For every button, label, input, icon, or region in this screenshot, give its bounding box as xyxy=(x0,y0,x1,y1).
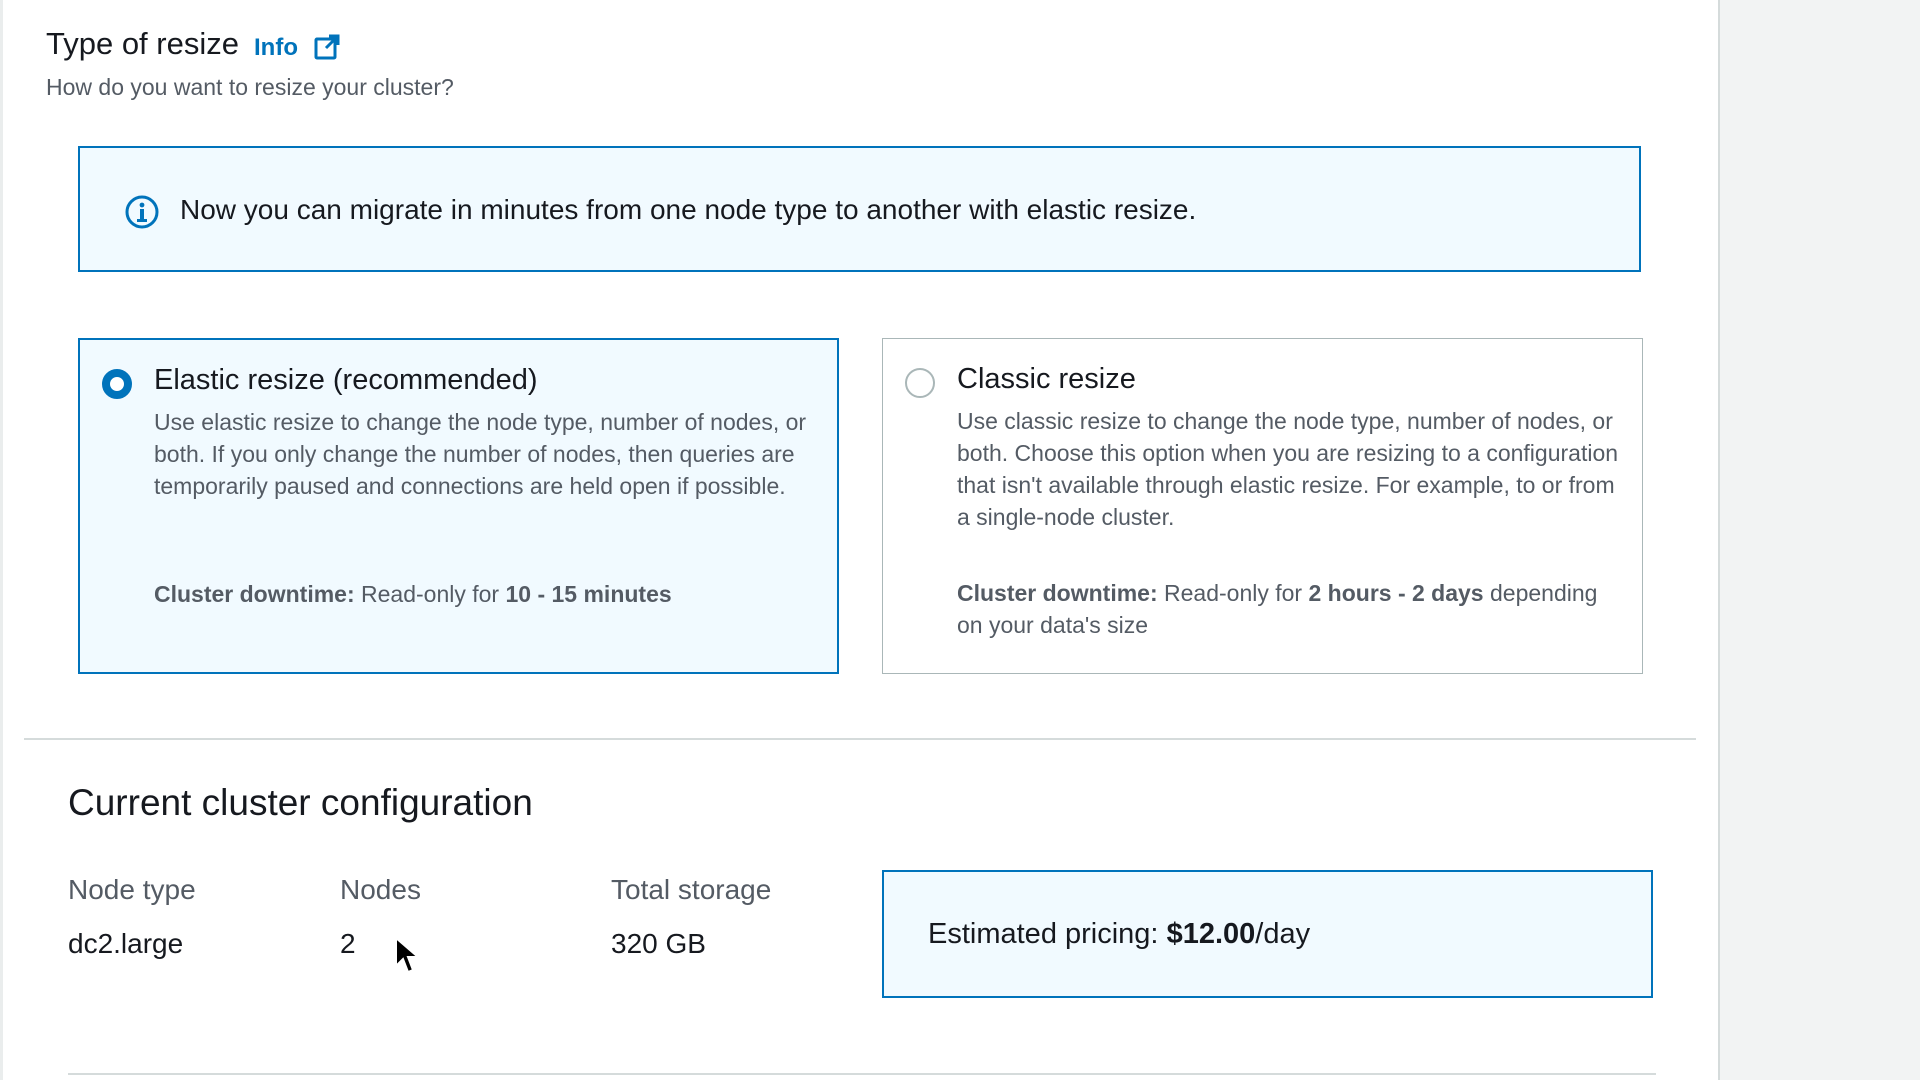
info-link[interactable]: Info xyxy=(254,34,298,61)
option-title: Elastic resize (recommended) xyxy=(154,364,538,396)
classic-resize-radio[interactable] xyxy=(905,368,935,398)
downtime-label: Cluster downtime: xyxy=(957,580,1158,606)
elastic-resize-option[interactable] xyxy=(78,338,839,674)
option-description: Use elastic resize to change the node type, number of nodes, or both. If you only change the number of nodes, then queries are temporarily paused and connections are held open if possible. xyxy=(154,409,807,499)
section-description: How do you want to resize your cluster? xyxy=(46,74,454,100)
elastic-resize-radio[interactable] xyxy=(102,369,132,399)
node-type-label: Node type xyxy=(68,874,196,905)
option-downtime xyxy=(154,578,824,610)
pricing-unit: /day xyxy=(1255,918,1311,950)
downtime-suffix: depending on your data's size xyxy=(957,580,1598,638)
downtime-prefix: Read-only for xyxy=(354,581,506,607)
option-downtime xyxy=(957,577,1627,641)
downtime-label: Cluster downtime: xyxy=(154,581,355,607)
total-storage-label: Total storage xyxy=(611,874,772,905)
estimated-pricing-box xyxy=(882,870,1653,998)
option-description: Use classic resize to change the node type, number of nodes, or both. Choose this option when you are resizing to a configuration that isn't available through elastic resize. For example, to or from a single-node cluster. xyxy=(957,408,1619,530)
downtime-prefix: Read-only for xyxy=(1157,580,1309,606)
right-side-panel xyxy=(1718,0,1920,1080)
classic-resize-option[interactable] xyxy=(882,338,1643,674)
external-link-icon[interactable] xyxy=(313,33,341,61)
section-divider xyxy=(24,738,1696,740)
section-title: Type of resize xyxy=(46,26,239,61)
option-title: Classic resize xyxy=(957,363,1136,395)
info-alert xyxy=(78,146,1641,272)
pricing-amount: $12.00 xyxy=(1166,918,1256,950)
total-storage-value: 320 GB xyxy=(611,928,706,959)
pricing-text xyxy=(928,918,1310,951)
bottom-divider xyxy=(68,1073,1656,1075)
mouse-cursor-icon xyxy=(394,936,420,976)
downtime-value: 2 hours - 2 days xyxy=(1308,580,1484,606)
pricing-label: Estimated pricing: xyxy=(928,918,1159,950)
nodes-label: Nodes xyxy=(340,874,421,905)
left-border xyxy=(0,0,3,1080)
alert-text: Now you can migrate in minutes from one node type to another with elastic resize. xyxy=(180,194,1197,225)
config-title: Current cluster configuration xyxy=(68,782,533,823)
info-circle-icon xyxy=(124,194,160,230)
downtime-value: 10 - 15 minutes xyxy=(505,581,672,607)
node-type-value: dc2.large xyxy=(68,928,184,959)
nodes-value: 2 xyxy=(340,928,356,959)
